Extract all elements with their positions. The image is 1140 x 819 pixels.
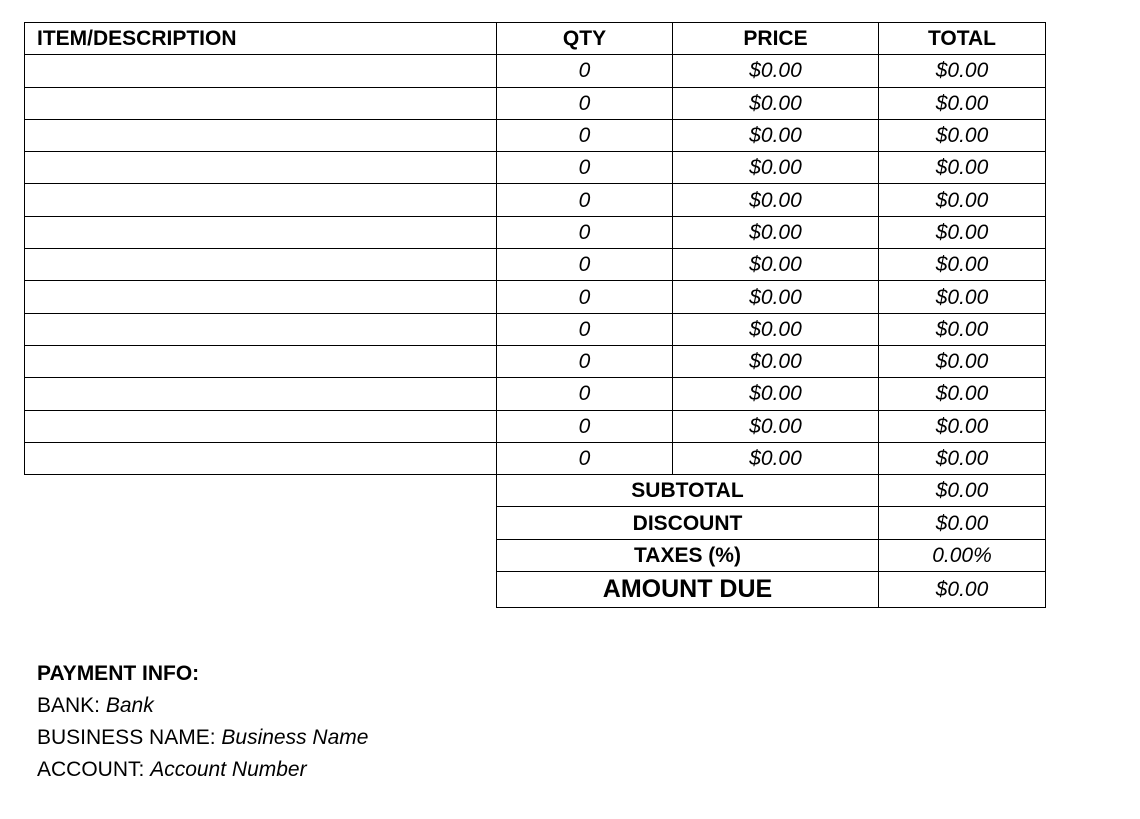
qty-cell[interactable]: 0 xyxy=(497,55,673,87)
total-cell[interactable]: $0.00 xyxy=(879,87,1046,119)
table-row xyxy=(25,249,1046,281)
header-item-description: ITEM/DESCRIPTION xyxy=(25,23,497,55)
header-price: PRICE xyxy=(673,23,879,55)
qty-cell[interactable]: 0 xyxy=(497,442,673,474)
price-cell[interactable]: $0.00 xyxy=(673,119,879,151)
price-cell[interactable]: $0.00 xyxy=(673,313,879,345)
total-cell[interactable]: $0.00 xyxy=(879,410,1046,442)
qty-cell[interactable]: 0 xyxy=(497,281,673,313)
taxes-row xyxy=(25,539,1046,571)
amount-due-value[interactable]: $0.00 xyxy=(879,572,1046,608)
taxes-value[interactable]: 0.00% xyxy=(879,539,1046,571)
qty-cell[interactable]: 0 xyxy=(497,119,673,151)
total-cell[interactable]: $0.00 xyxy=(879,249,1046,281)
invoice-table xyxy=(24,22,1046,608)
business-name-value[interactable]: Business Name xyxy=(221,726,369,749)
discount-row xyxy=(25,507,1046,539)
item-description-cell[interactable] xyxy=(25,410,497,442)
price-cell[interactable]: $0.00 xyxy=(673,345,879,377)
total-cell[interactable]: $0.00 xyxy=(879,55,1046,87)
price-cell[interactable]: $0.00 xyxy=(673,55,879,87)
business-name-line xyxy=(37,722,368,754)
item-description-cell[interactable] xyxy=(25,216,497,248)
qty-cell[interactable]: 0 xyxy=(497,378,673,410)
price-cell[interactable]: $0.00 xyxy=(673,87,879,119)
discount-value[interactable]: $0.00 xyxy=(879,507,1046,539)
table-row xyxy=(25,442,1046,474)
item-description-cell[interactable] xyxy=(25,87,497,119)
price-cell[interactable]: $0.00 xyxy=(673,216,879,248)
header-qty: QTY xyxy=(497,23,673,55)
subtotal-label: SUBTOTAL xyxy=(497,475,879,507)
table-row xyxy=(25,378,1046,410)
price-cell[interactable]: $0.00 xyxy=(673,249,879,281)
bank-label: BANK: xyxy=(37,694,106,717)
account-value[interactable]: Account Number xyxy=(150,758,307,781)
total-cell[interactable]: $0.00 xyxy=(879,313,1046,345)
price-cell[interactable]: $0.00 xyxy=(673,442,879,474)
item-description-cell[interactable] xyxy=(25,345,497,377)
table-row xyxy=(25,184,1046,216)
total-cell[interactable]: $0.00 xyxy=(879,378,1046,410)
subtotal-value[interactable]: $0.00 xyxy=(879,475,1046,507)
qty-cell[interactable]: 0 xyxy=(497,216,673,248)
payment-info-title: PAYMENT INFO: xyxy=(37,662,200,685)
item-description-cell[interactable] xyxy=(25,281,497,313)
price-cell[interactable]: $0.00 xyxy=(673,378,879,410)
item-description-cell[interactable] xyxy=(25,249,497,281)
item-description-cell[interactable] xyxy=(25,184,497,216)
qty-cell[interactable]: 0 xyxy=(497,152,673,184)
total-cell[interactable]: $0.00 xyxy=(879,281,1046,313)
price-cell[interactable]: $0.00 xyxy=(673,410,879,442)
table-row xyxy=(25,345,1046,377)
account-line xyxy=(37,754,368,786)
taxes-label: TAXES (%) xyxy=(497,539,879,571)
price-cell[interactable]: $0.00 xyxy=(673,281,879,313)
account-label: ACCOUNT: xyxy=(37,758,151,781)
table-row xyxy=(25,55,1046,87)
qty-cell[interactable]: 0 xyxy=(497,87,673,119)
amount-due-label: AMOUNT DUE xyxy=(497,572,879,608)
summary-section xyxy=(25,475,1046,608)
price-cell[interactable]: $0.00 xyxy=(673,184,879,216)
item-description-cell[interactable] xyxy=(25,152,497,184)
total-cell[interactable]: $0.00 xyxy=(879,119,1046,151)
qty-cell[interactable]: 0 xyxy=(497,410,673,442)
item-description-cell[interactable] xyxy=(25,119,497,151)
item-description-cell[interactable] xyxy=(25,442,497,474)
summary-spacer xyxy=(25,475,497,507)
total-cell[interactable]: $0.00 xyxy=(879,152,1046,184)
bank-line xyxy=(37,690,368,722)
amount-due-row xyxy=(25,572,1046,608)
table-row xyxy=(25,281,1046,313)
item-description-cell[interactable] xyxy=(25,313,497,345)
summary-spacer xyxy=(25,507,497,539)
qty-cell[interactable]: 0 xyxy=(497,345,673,377)
table-row xyxy=(25,410,1046,442)
item-description-cell[interactable] xyxy=(25,378,497,410)
bank-value[interactable]: Bank xyxy=(105,694,154,717)
payment-info xyxy=(37,658,368,786)
discount-label: DISCOUNT xyxy=(497,507,879,539)
qty-cell[interactable]: 0 xyxy=(497,313,673,345)
line-items xyxy=(25,55,1046,475)
qty-cell[interactable]: 0 xyxy=(497,249,673,281)
total-cell[interactable]: $0.00 xyxy=(879,216,1046,248)
subtotal-row xyxy=(25,475,1046,507)
total-cell[interactable]: $0.00 xyxy=(879,345,1046,377)
total-cell[interactable]: $0.00 xyxy=(879,442,1046,474)
table-row xyxy=(25,152,1046,184)
summary-spacer xyxy=(25,539,497,571)
price-cell[interactable]: $0.00 xyxy=(673,152,879,184)
table-row xyxy=(25,119,1046,151)
table-row xyxy=(25,313,1046,345)
table-row xyxy=(25,87,1046,119)
qty-cell[interactable]: 0 xyxy=(497,184,673,216)
business-name-label: BUSINESS NAME: xyxy=(37,726,222,749)
item-description-cell[interactable] xyxy=(25,55,497,87)
total-cell[interactable]: $0.00 xyxy=(879,184,1046,216)
header-total: TOTAL xyxy=(879,23,1046,55)
table-row xyxy=(25,216,1046,248)
summary-spacer xyxy=(25,572,497,608)
table-header-row xyxy=(25,23,1046,55)
